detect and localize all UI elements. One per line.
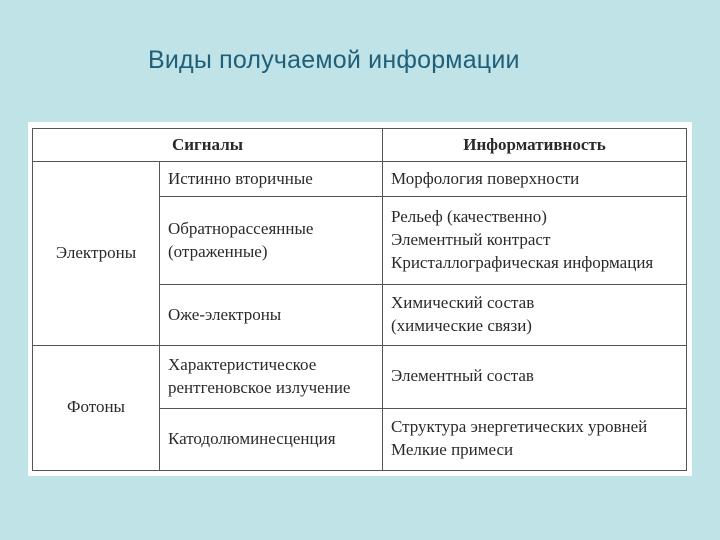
info-text: (химические связи)	[391, 316, 532, 336]
info-cell	[383, 162, 687, 197]
signal-text: (отраженные)	[168, 241, 268, 261]
table-row	[33, 345, 687, 408]
table-header-row	[33, 129, 687, 162]
info-text: Кристаллографическая информация	[391, 253, 654, 273]
table-frame	[28, 122, 692, 476]
info-text: Химический состав	[391, 293, 535, 313]
info-cell	[383, 285, 687, 345]
signal-cell	[160, 285, 383, 345]
signal-cell	[160, 197, 383, 285]
group-photons: Фотоны	[33, 345, 160, 470]
group-electrons: Электроны	[33, 162, 160, 346]
signal-text: Обратнорассеянные	[168, 218, 314, 238]
info-cell	[383, 408, 687, 470]
info-table	[32, 128, 687, 471]
signal-cell	[160, 408, 383, 470]
info-text: Структура энергетических уровней	[391, 417, 648, 437]
signal-text: Характеристическое	[168, 354, 317, 374]
info-text: Элементный контраст	[391, 230, 551, 250]
slide-title: Виды получаемой информации	[148, 46, 520, 74]
header-informativeness: Информативность	[383, 129, 687, 162]
table-row	[33, 162, 687, 197]
info-cell	[383, 345, 687, 408]
signal-cell	[160, 162, 383, 197]
info-text: Рельеф (качественно)	[391, 207, 547, 227]
signal-text: Истинно вторичные	[168, 168, 313, 188]
signal-text: Оже-электроны	[168, 304, 282, 324]
signal-text: Катодолюминесценция	[168, 428, 336, 448]
info-text: Мелкие примеси	[391, 440, 514, 460]
header-signals: Сигналы	[33, 129, 383, 162]
info-text: Морфология поверхности	[391, 168, 580, 188]
signal-text: рентгеновское излучение	[168, 377, 351, 397]
info-text: Элементный состав	[391, 366, 534, 386]
signal-cell	[160, 345, 383, 408]
info-cell	[383, 197, 687, 285]
